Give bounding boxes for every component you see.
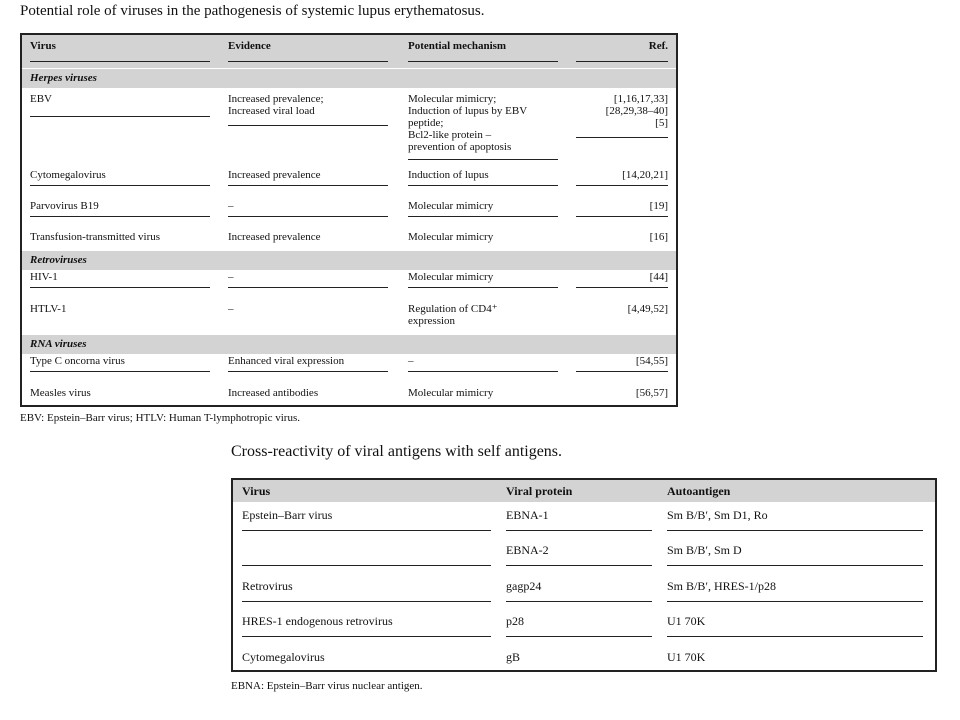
table1 xyxy=(20,33,678,407)
ref-cell: [14,20,21] xyxy=(622,169,668,181)
virus-cell: HRES-1 endogenous retrovirus xyxy=(242,614,393,628)
table2-footnote: EBNA: Epstein–Barr virus nuclear antigen. xyxy=(231,680,423,692)
mechanism-cell: Regulation of CD4⁺ xyxy=(408,303,498,315)
group-row xyxy=(22,335,676,354)
ref-cell: [54,55] xyxy=(635,355,668,367)
ref-cell: [5] xyxy=(655,117,668,129)
evidence-cell: – xyxy=(228,303,234,315)
header-virus: Virus xyxy=(30,40,56,52)
row-rule xyxy=(576,137,668,138)
mechanism-cell: expression xyxy=(408,315,456,327)
autoantigen-cell: U1 70K xyxy=(667,650,706,664)
virus-cell: Type C oncorna virus xyxy=(30,355,125,367)
row-rule xyxy=(242,565,491,566)
protein-cell: EBNA-1 xyxy=(506,508,549,522)
virus-cell: Parvovirus B19 xyxy=(30,200,99,212)
row-rule xyxy=(408,371,558,372)
evidence-cell: – xyxy=(228,271,234,283)
header-mechanism: Potential mechanism xyxy=(408,40,507,52)
row-rule xyxy=(576,287,668,288)
row-rule xyxy=(30,216,210,217)
header-rule xyxy=(228,61,388,62)
row-rule xyxy=(408,216,558,217)
row-rule xyxy=(506,565,652,566)
mechanism-cell: Molecular mimicry; xyxy=(408,93,497,105)
row-rule xyxy=(228,125,388,126)
group-label: Retroviruses xyxy=(30,254,87,266)
virus-cell: Retrovirus xyxy=(242,579,293,593)
row-rule xyxy=(576,185,668,186)
autoantigen-cell: U1 70K xyxy=(667,614,706,628)
evidence-cell: Enhanced viral expression xyxy=(228,355,345,367)
row-rule xyxy=(576,371,668,372)
row-rule xyxy=(242,601,491,602)
table2 xyxy=(231,478,937,672)
mechanism-cell: peptide; xyxy=(408,117,444,129)
row-rule xyxy=(30,287,210,288)
row-rule xyxy=(667,565,923,566)
row-rule xyxy=(228,216,388,217)
row-rule xyxy=(30,116,210,117)
header-viral-protein: Viral protein xyxy=(506,484,573,498)
protein-cell: EBNA-2 xyxy=(506,543,549,557)
row-rule xyxy=(667,601,923,602)
row-rule xyxy=(242,530,491,531)
ref-cell: [19] xyxy=(649,200,668,212)
row-rule xyxy=(506,636,652,637)
virus-cell: HTLV-1 xyxy=(30,303,67,315)
header-virus: Virus xyxy=(242,484,271,498)
protein-cell: gB xyxy=(506,650,521,664)
evidence-cell: Increased prevalence; xyxy=(228,93,324,105)
header-evidence: Evidence xyxy=(228,40,271,52)
row-rule xyxy=(667,530,923,531)
mechanism-cell: Bcl2-like protein – xyxy=(408,129,492,141)
ref-cell: [28,29,38–40] xyxy=(605,105,668,117)
mechanism-cell: Molecular mimicry xyxy=(408,271,494,283)
protein-cell: p28 xyxy=(506,614,524,628)
group-label: Herpes viruses xyxy=(30,72,97,84)
virus-cell: Transfusion-transmitted virus xyxy=(30,231,161,243)
header-rule xyxy=(576,61,668,62)
mechanism-cell: Molecular mimicry xyxy=(408,200,494,212)
row-rule xyxy=(30,371,210,372)
group-row xyxy=(22,251,676,270)
row-rule xyxy=(30,185,210,186)
table1-footnote: EBV: Epstein–Barr virus; HTLV: Human T-lymphotropic virus. xyxy=(20,412,300,424)
table1-caption: Potential role of viruses in the pathogenesis of systemic lupus erythematosus. xyxy=(20,3,485,19)
header-autoantigen: Autoantigen xyxy=(667,484,731,498)
mechanism-cell: Induction of lupus xyxy=(408,169,489,181)
header-rule xyxy=(408,61,558,62)
row-rule xyxy=(506,530,652,531)
row-rule xyxy=(228,287,388,288)
virus-cell: Measles virus xyxy=(30,387,91,399)
autoantigen-cell: Sm B/B′, Sm D1, Ro xyxy=(667,508,768,522)
mechanism-cell: Molecular mimicry xyxy=(408,231,494,243)
row-rule xyxy=(506,601,652,602)
group-row xyxy=(22,69,676,88)
row-rule xyxy=(228,371,388,372)
evidence-cell: Increased antibodies xyxy=(228,387,319,399)
virus-cell: Epstein–Barr virus xyxy=(242,508,333,522)
mechanism-cell: – xyxy=(408,355,414,367)
evidence-cell: – xyxy=(228,200,234,212)
evidence-cell: Increased prevalence xyxy=(228,231,321,243)
mechanism-cell: Induction of lupus by EBV xyxy=(408,105,528,117)
row-rule xyxy=(408,185,558,186)
virus-cell: Cytomegalovirus xyxy=(242,650,325,664)
table2-header xyxy=(233,480,935,502)
autoantigen-cell: Sm B/B′, Sm D xyxy=(667,543,742,557)
ref-cell: [44] xyxy=(649,271,668,283)
mechanism-cell: prevention of apoptosis xyxy=(408,141,512,153)
ref-cell: [1,16,17,33] xyxy=(613,93,668,105)
row-rule xyxy=(242,636,491,637)
row-rule xyxy=(408,159,558,160)
group-label: RNA viruses xyxy=(30,338,87,350)
row-rule xyxy=(667,636,923,637)
row-rule xyxy=(576,216,668,217)
ref-cell: [16] xyxy=(649,231,668,243)
row-rule xyxy=(408,287,558,288)
protein-cell: gagp24 xyxy=(506,579,542,593)
virus-cell: Cytomegalovirus xyxy=(30,169,106,181)
virus-cell: EBV xyxy=(30,93,52,105)
evidence-cell: Increased prevalence xyxy=(228,169,321,181)
mechanism-cell: Molecular mimicry xyxy=(408,387,494,399)
ref-cell: [4,49,52] xyxy=(627,303,668,315)
table1-header xyxy=(22,35,676,68)
header-ref: Ref. xyxy=(648,40,668,52)
header-rule xyxy=(30,61,210,62)
autoantigen-cell: Sm B/B′, HRES-1/p28 xyxy=(667,579,776,593)
row-rule xyxy=(228,185,388,186)
virus-cell: HIV-1 xyxy=(30,271,58,283)
table2-caption: Cross-reactivity of viral antigens with self antigens. xyxy=(231,443,563,460)
evidence-cell: Increased viral load xyxy=(228,105,315,117)
ref-cell: [56,57] xyxy=(635,387,668,399)
